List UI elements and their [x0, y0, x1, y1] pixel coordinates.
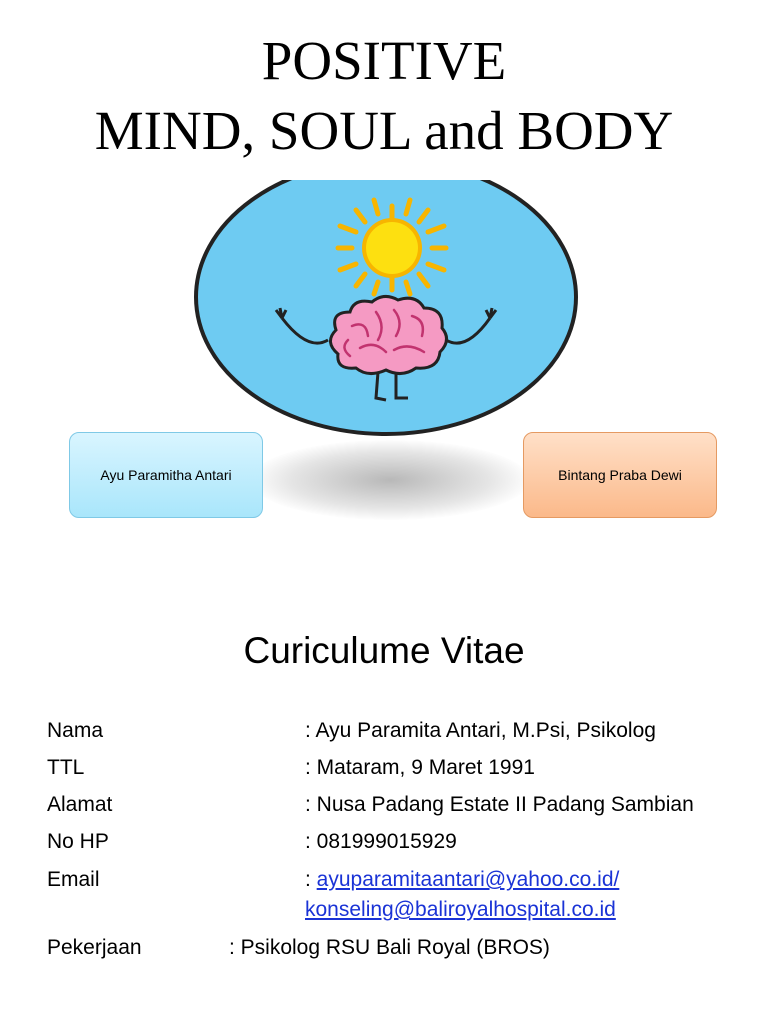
nohp-value: : 081999015929 — [305, 830, 457, 853]
ttl-value: : Mataram, 9 Maret 1991 — [305, 756, 535, 779]
mind-illustration — [190, 180, 582, 440]
email-link-hospital[interactable]: konseling@baliroyalhospital.co.id — [305, 898, 616, 921]
name-box-ayu — [69, 432, 263, 518]
alamat-value: : Nusa Padang Estate II Padang Sambian — [305, 793, 694, 816]
email-label: Email — [47, 868, 100, 891]
pekerjaan-value: : Psikolog RSU Bali Royal (BROS) — [229, 936, 550, 959]
ttl-label: TTL — [47, 756, 85, 779]
title-line-1: POSITIVE — [261, 30, 507, 91]
email-link-yahoo[interactable]: ayuparamitaantari@yahoo.co.id/ — [316, 868, 620, 891]
name-box-bintang — [523, 432, 717, 518]
drop-shadow — [250, 440, 530, 520]
nama-label: Nama — [47, 719, 104, 742]
nohp-label: No HP — [47, 830, 109, 853]
name-bintang-label: Bintang Praba Dewi — [558, 467, 682, 483]
pekerjaan-label: Pekerjaan — [47, 936, 142, 959]
name-ayu-label: Ayu Paramitha Antari — [100, 467, 232, 483]
title-line-2: MIND, SOUL and BODY — [94, 100, 674, 161]
email-separator: : — [305, 868, 317, 891]
nama-value: : Ayu Paramita Antari, M.Psi, Psikolog — [305, 719, 656, 742]
email-value — [305, 865, 619, 895]
alamat-label: Alamat — [47, 793, 113, 816]
cv-heading: Curiculume Vitae — [243, 630, 525, 671]
